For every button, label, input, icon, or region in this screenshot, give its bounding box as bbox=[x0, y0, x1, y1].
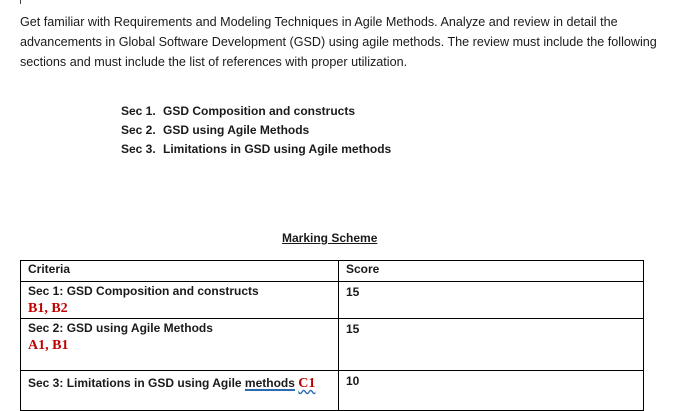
clo-codes: B1, B2 bbox=[28, 301, 68, 316]
criteria-header: Criteria bbox=[21, 261, 339, 282]
table-row bbox=[21, 371, 644, 411]
section-item bbox=[121, 121, 391, 140]
assignment-intro: Get familiar with Requirements and Modeling Techniques in Agile Methods. Analyze and review in detail the advancements in Global Software Development (GSD) using agile methods. The review must include the following sections and must include the list of references with proper utilization. bbox=[20, 15, 657, 69]
marking-scheme-table bbox=[20, 260, 644, 411]
section-title: Limitations in GSD using Agile methods bbox=[163, 142, 392, 156]
score-cell: 15 bbox=[339, 282, 644, 319]
criteria-cell bbox=[21, 282, 339, 319]
criteria-text-spellcheck: methods bbox=[244, 376, 295, 390]
table-header-row bbox=[21, 261, 644, 282]
table-row bbox=[21, 319, 644, 371]
clo-codes: A1, B1 bbox=[28, 338, 69, 353]
score-header: Score bbox=[339, 261, 644, 282]
section-number: Sec 2. bbox=[121, 123, 156, 137]
table-row bbox=[21, 282, 644, 319]
criteria-text: Sec 2: GSD using Agile Methods bbox=[28, 321, 213, 335]
text-cursor-mark bbox=[20, 0, 21, 4]
section-item bbox=[121, 102, 391, 121]
section-list bbox=[121, 102, 391, 159]
criteria-cell bbox=[21, 371, 339, 411]
criteria-text: Sec 3: Limitations in GSD using Agile bbox=[28, 376, 245, 390]
criteria-cell bbox=[21, 319, 339, 371]
criteria-text: Sec 1: GSD Composition and constructs bbox=[28, 284, 259, 298]
clo-codes: C1 bbox=[298, 376, 316, 391]
score-cell: 10 bbox=[339, 371, 644, 411]
section-title: GSD using Agile Methods bbox=[163, 123, 310, 137]
section-item bbox=[121, 140, 391, 159]
score-cell: 15 bbox=[339, 319, 644, 371]
section-title: GSD Composition and constructs bbox=[163, 104, 356, 118]
section-number: Sec 1. bbox=[121, 104, 156, 118]
section-number: Sec 3. bbox=[121, 142, 156, 156]
marking-scheme-title: Marking Scheme bbox=[282, 231, 378, 245]
